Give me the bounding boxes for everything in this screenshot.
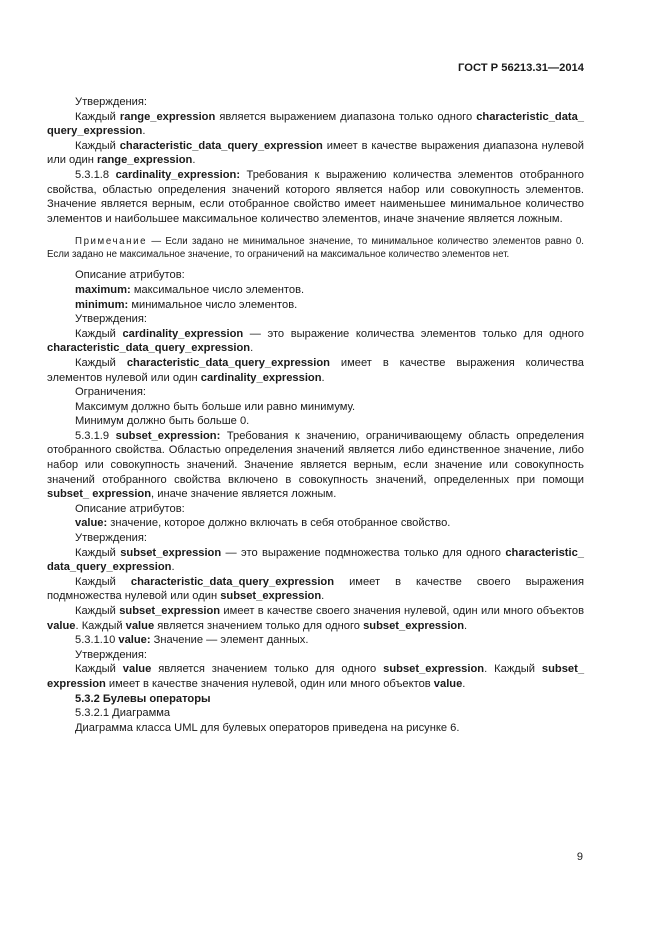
text-run: . <box>142 125 146 138</box>
paragraph <box>47 400 584 415</box>
paragraph <box>47 721 584 736</box>
paragraph <box>47 283 584 298</box>
text-run: имеет в качестве выражения диапазона нулевой или один <box>47 139 584 167</box>
paragraph <box>47 516 584 531</box>
bold-term: characteristic_data_query_expression <box>47 342 251 355</box>
text-run: Утверждения: <box>75 96 148 108</box>
text-run: имеет в качестве выражения количества элементов нулевой или один <box>47 356 584 384</box>
paragraph <box>47 706 584 721</box>
paragraph <box>47 168 584 226</box>
section-heading <box>47 692 584 707</box>
text-run: значение, которое должно включать в себя отобранное свойство. <box>107 517 451 530</box>
text-run: 5.3.2.1 Диаграмма <box>75 707 171 720</box>
bold-term: range_expression <box>96 154 193 167</box>
bold-term: value <box>125 619 155 632</box>
bold-term: cardinality_expression <box>122 327 244 340</box>
bold-term: subset_expression <box>383 663 485 676</box>
bold-term: characteristic_data_ query_expression <box>47 110 584 138</box>
text-run: . <box>321 590 325 603</box>
bold-term: subset_expression <box>363 619 465 632</box>
text-run: является выражением диапазона только одного <box>215 110 477 123</box>
text-run: — это выражение подмножества только для одного <box>221 546 506 559</box>
text-run: Каждый <box>75 356 127 369</box>
text-run: — это выражение количества элементов только для одного <box>243 327 584 340</box>
text-run: . Каждый <box>484 663 542 676</box>
paragraph <box>47 648 584 663</box>
document-body <box>47 95 584 735</box>
bold-term: subset_ expression <box>47 488 152 501</box>
text-run: . <box>321 371 325 384</box>
text-run: Утверждения: <box>75 648 148 661</box>
bold-term: subset_expression <box>120 546 222 559</box>
text-run: Каждый <box>75 605 120 617</box>
bold-term: value <box>122 663 152 676</box>
bold-term: value <box>47 619 76 632</box>
text-run: . Каждый <box>75 619 126 632</box>
paragraph <box>47 575 584 604</box>
text-run: является значением только для одного <box>154 619 364 632</box>
bold-term: characteristic_data_query_expression <box>119 139 323 152</box>
text-run: . <box>464 619 468 632</box>
text-run: Диаграмма класса UML для булевых операторов приведена на рисунке 6. <box>75 721 460 734</box>
text-run: Каждый <box>75 663 123 676</box>
bold-term: subset_expression <box>220 590 322 603</box>
text-run: имеет в качестве значения нулевой, один или много объектов <box>105 677 434 690</box>
paragraph <box>47 139 584 168</box>
bold-term: value: <box>118 634 151 647</box>
paragraph <box>47 356 584 385</box>
bold-term: cardinality_expression <box>200 371 322 384</box>
text-run: является значением только для одного <box>151 663 384 676</box>
bold-term: minimum: <box>75 298 129 311</box>
text-run: Каждый <box>75 327 123 340</box>
paragraph <box>47 110 584 139</box>
paragraph <box>47 327 584 356</box>
paragraph <box>47 429 584 502</box>
text-run: Каждый <box>75 575 131 588</box>
paragraph <box>47 546 584 575</box>
bold-term: maximum: <box>75 283 131 296</box>
note-text: — Если задано не минимальное значение, то минимальное количество элементов равно 0. Если задано не максимальное значение, то ограничений на максимальное количество элементов нет. <box>47 236 584 261</box>
paragraph <box>47 604 584 633</box>
note <box>47 235 584 261</box>
bold-term: characteristic_data_query_expression <box>126 356 330 369</box>
text-run: . <box>462 677 466 690</box>
bold-term: subset_expression: <box>115 429 221 442</box>
bold-term: value: <box>75 517 108 530</box>
text-run: , иначе значение является ложным. <box>151 488 337 501</box>
text-run: 5.3.1.9 <box>75 429 116 442</box>
paragraph <box>47 662 584 691</box>
paragraph <box>47 385 584 400</box>
paragraph <box>47 312 584 327</box>
paragraph <box>47 502 584 517</box>
text-run: Утверждения: <box>75 313 148 326</box>
text-run: Описание атрибутов: <box>75 269 185 282</box>
text-run: Минимум должно быть больше 0. <box>75 415 250 428</box>
text-run: . <box>250 342 254 355</box>
text-run: . <box>171 561 175 574</box>
text-run: 5.3.1.8 <box>75 168 116 181</box>
paragraph <box>47 414 584 429</box>
text-run: Требования к выражению количества элементов отобранного свойства, областью определения значений которого является набор или совокупность элементов. Значение является верным, если отобранное свойство имеет наименьшее минимальное количество элементов и наибольшее максимальное количество элементов, иначе значение является ложным. <box>47 168 585 225</box>
bold-term: characteristic_data_query_expression <box>130 575 335 588</box>
paragraph <box>47 531 584 546</box>
page-number: 9 <box>576 851 583 863</box>
text-run: минимальное число элементов. <box>128 298 298 311</box>
bold-term: 5.3.2 Булевы операторы <box>75 692 211 705</box>
bold-term: range_expression <box>119 110 216 123</box>
text-run: Требования к значению, ограничивающему область определения отобранного свойства. Областью определения значений является либо единственное значение, либо набор или совокупность значений. Значение является верным, если значение или совокупность значений отобранного свойства включено в совокупность значений, определенных при помощи <box>47 429 585 486</box>
bold-term: value <box>433 677 463 690</box>
paragraph <box>47 268 584 283</box>
paragraph <box>47 298 584 313</box>
bold-term: characteristic_ data_query_expression <box>47 546 584 574</box>
text-run: Каждый <box>75 546 121 559</box>
bold-term: subset_expression <box>119 605 221 617</box>
document-header: ГОСТ Р 56213.31—2014 <box>458 62 584 74</box>
bold-term: cardinality_expression: <box>115 168 241 181</box>
text-run: 5.3.1.10 <box>75 634 119 647</box>
text-run: Каждый <box>75 110 120 123</box>
text-run: максимальное число элементов. <box>130 283 305 296</box>
text-run: Каждый <box>75 139 120 152</box>
paragraph <box>47 95 584 110</box>
note-label: Примечание <box>75 236 148 248</box>
text-run: Описание атрибутов: <box>75 502 185 515</box>
text-run: имеет в качестве своего значения нулевой, один или много объектов <box>220 605 585 617</box>
text-run: имеет в качестве своего выражения подмножества нулевой или один <box>47 575 584 603</box>
bold-term: subset_ expression <box>47 663 585 690</box>
text-run: Значение — элемент данных. <box>150 634 309 647</box>
paragraph <box>47 633 584 648</box>
text-run: Утверждения: <box>75 532 148 545</box>
text-run: . <box>192 154 196 167</box>
text-run: Ограничения: <box>75 386 146 399</box>
text-run: Максимум должно быть больше или равно минимуму. <box>75 400 356 413</box>
